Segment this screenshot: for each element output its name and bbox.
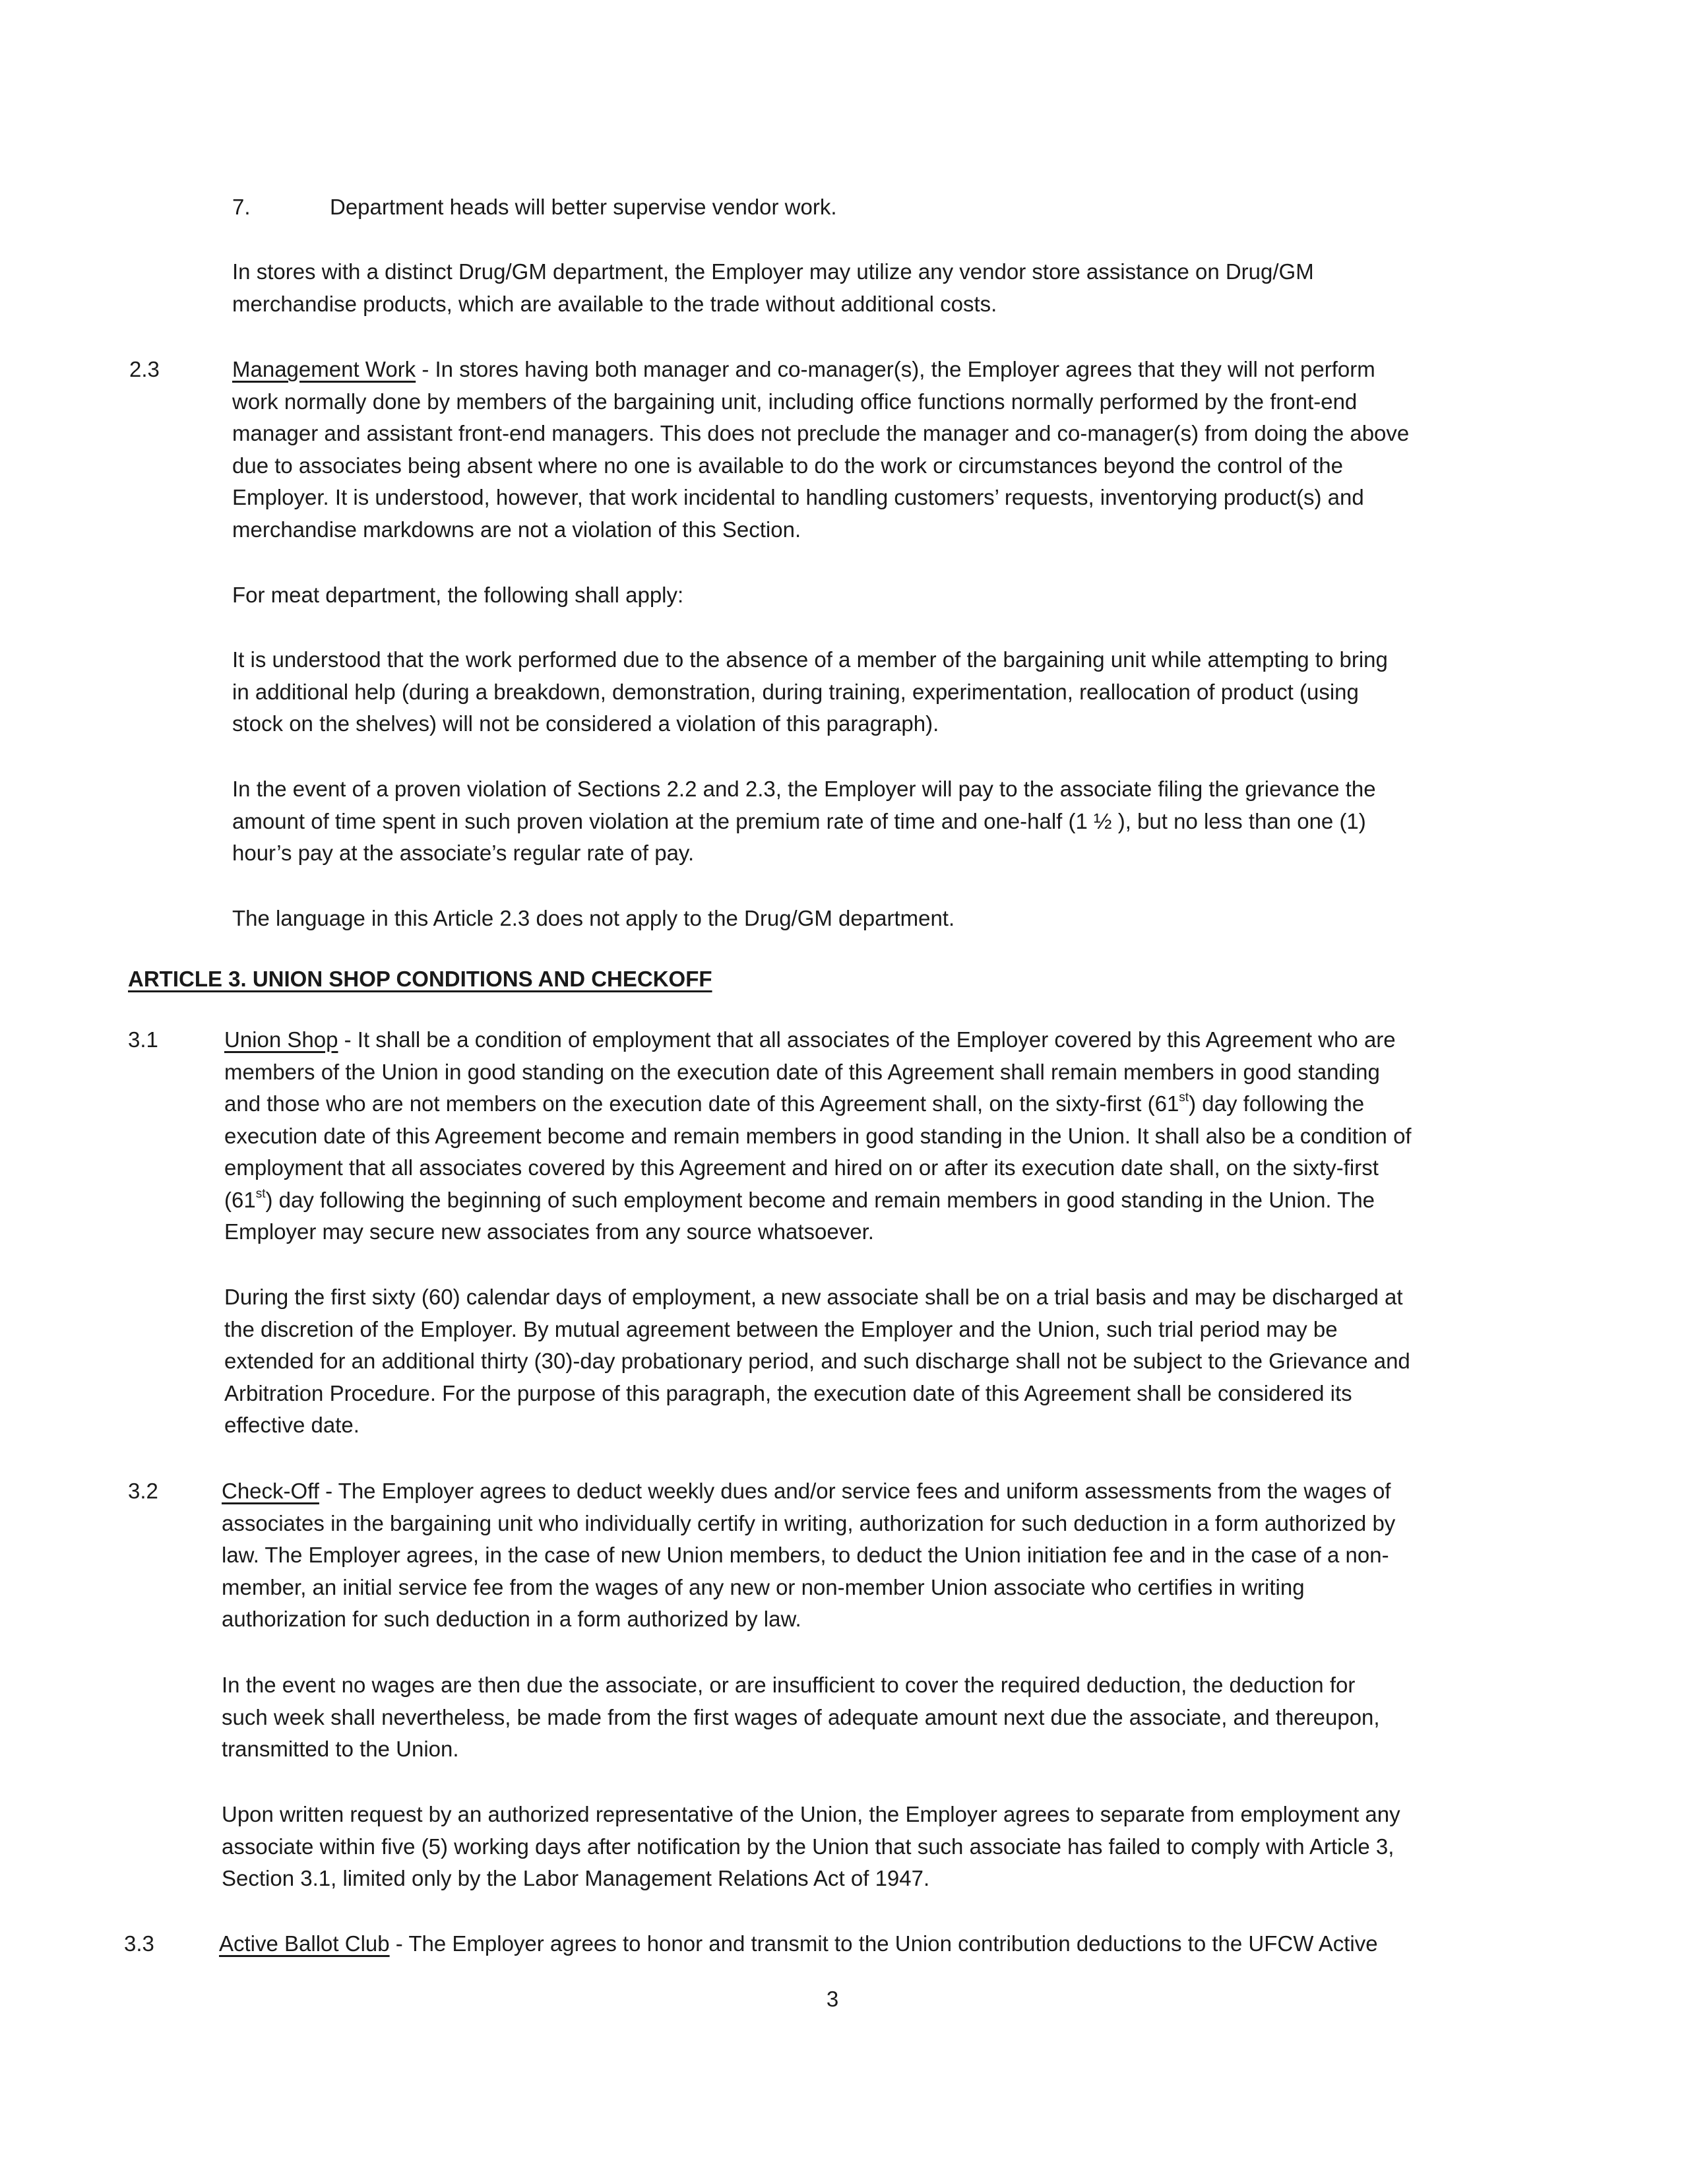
- paragraph-line: Upon written request by an authorized representative of the Union, the Employer agrees to separate from employment any: [222, 1802, 1400, 1826]
- paragraph-line: associate within five (5) working days after notification by the Union that such associate has failed to comply with Article 3,: [222, 1834, 1394, 1859]
- paragraph-line: In stores with a distinct Drug/GM department, the Employer may utilize any vendor store assistance on Drug/GM: [232, 259, 1314, 284]
- paragraph-line: Employer. It is understood, however, that work incidental to handling customers’ requests, inventorying product(s) and: [232, 485, 1364, 509]
- item-number: 7.: [232, 195, 251, 219]
- section-3-1-body: [224, 1024, 1412, 1248]
- paragraph-line: manager and assistant front-end managers. This does not preclude the manager and co-manager(s) from doing the above: [232, 421, 1410, 445]
- section-number: 2.3: [129, 357, 160, 381]
- paragraph-line: work normally done by members of the bargaining unit, including office functions normally performed by the front-end: [232, 389, 1358, 414]
- section-3-3-body: [219, 1928, 1378, 1960]
- item-text: Department heads will better supervise vendor work.: [330, 195, 837, 219]
- section-title: Union Shop: [224, 1027, 338, 1052]
- paragraph-meat: [232, 644, 1388, 740]
- paragraph-line: in additional help (during a breakdown, demonstration, during training, experimentation, reallocation of product (using: [232, 679, 1359, 704]
- paragraph-not-apply: The language in this Article 2.3 does not apply to the Drug/GM department.: [232, 906, 955, 930]
- paragraph-line: and those who are not members on the execution date of this Agreement shall, on the sixty-first (61st) day following the: [224, 1091, 1365, 1116]
- section-text: - In stores having both manager and co-manager(s), the Employer agrees that they will not perform: [416, 357, 1375, 381]
- section-number: 3.1: [128, 1027, 158, 1052]
- paragraph-meat-intro: For meat department, the following shall apply:: [232, 583, 684, 607]
- section-number: 3.2: [128, 1479, 158, 1503]
- paragraph-line: Section 3.1, limited only by the Labor Management Relations Act of 1947.: [222, 1866, 930, 1890]
- page-number: 3: [826, 1987, 839, 2011]
- paragraph-line: merchandise products, which are available to the trade without additional costs.: [232, 291, 997, 316]
- section-title: Check-Off: [222, 1479, 319, 1503]
- paragraph-line: Arbitration Procedure. For the purpose of this paragraph, the execution date of this Agreement shall be considered its: [224, 1380, 1352, 1405]
- section-title: Active Ballot Club: [219, 1931, 390, 1956]
- paragraph-line: In the event of a proven violation of Sections 2.2 and 2.3, the Employer will pay to the associate filing the grievance the: [232, 777, 1376, 801]
- paragraph-line: It is understood that the work performed due to the absence of a member of the bargaining unit while attempting to bring: [232, 647, 1388, 672]
- paragraph-line: transmitted to the Union.: [222, 1737, 459, 1761]
- section-title: Management Work: [232, 357, 416, 381]
- paragraph-line: stock on the shelves) will not be considered a violation of this paragraph).: [232, 711, 939, 736]
- paragraph-line: due to associates being absent where no one is available to do the work or circumstances beyond the control of the: [232, 453, 1344, 478]
- paragraph-line: member, an initial service fee from the wages of any new or non-member Union associate who certifies in writing: [222, 1574, 1305, 1599]
- paragraph-line: During the first sixty (60) calendar days of employment, a new associate shall be on a trial basis and may be discharged at: [224, 1285, 1403, 1309]
- paragraph-no-wages: [222, 1669, 1380, 1766]
- paragraph-line: members of the Union in good standing on the execution date of this Agreement shall remain members in good standing: [224, 1059, 1380, 1084]
- paragraph-line: the discretion of the Employer. By mutual agreement between the Employer and the Union, such trial period may be: [224, 1316, 1338, 1341]
- superscript: st: [255, 1186, 266, 1201]
- paragraph-line: associates in the bargaining unit who individually certify in writing, authorization for such deduction in a form authorized by: [222, 1510, 1396, 1535]
- paragraph-line: merchandise markdowns are not a violation of this Section.: [232, 517, 801, 542]
- paragraph-line: extended for an additional thirty (30)-day probationary period, and such discharge shall not be subject to the Grievance and: [224, 1349, 1410, 1373]
- section-text: - The Employer agrees to honor and transmit to the Union contribution deductions to the UFCW Active: [389, 1931, 1378, 1956]
- section-text: - It shall be a condition of employment that all associates of the Employer covered by this Agreement who are: [338, 1027, 1396, 1052]
- section-2-3-body: [232, 354, 1409, 546]
- paragraph-trial: [224, 1281, 1410, 1442]
- paragraph-drug-gm: [232, 256, 1314, 320]
- section-3-2-body: [222, 1475, 1395, 1636]
- section-text: - The Employer agrees to deduct weekly dues and/or service fees and uniform assessments from the wages of: [319, 1479, 1391, 1503]
- paragraph-line: (61st) day following the beginning of such employment become and remain members in good standing in the Union. The: [224, 1186, 1375, 1212]
- paragraph-line: employment that all associates covered by this Agreement and hired on or after its execution date shall, on the sixty-first: [224, 1155, 1379, 1180]
- paragraph-separate: [222, 1799, 1400, 1895]
- paragraph-line: execution date of this Agreement become and remain members in good standing in the Union. It shall also be a condition of: [224, 1123, 1412, 1148]
- paragraph-line: authorization for such deduction in a form authorized by law.: [222, 1607, 801, 1631]
- article-heading: ARTICLE 3. UNION SHOP CONDITIONS AND CHECKOFF: [128, 967, 712, 991]
- paragraph-line: amount of time spent in such proven violation at the premium rate of time and one-half (1 ½ ), but no less than one (1): [232, 808, 1366, 833]
- superscript: st: [1179, 1091, 1189, 1105]
- paragraph-violation: [232, 773, 1376, 870]
- paragraph-line: Employer may secure new associates from any source whatsoever.: [224, 1219, 874, 1244]
- paragraph-line: such week shall nevertheless, be made from the first wages of adequate amount next due the associate, and thereupon,: [222, 1704, 1380, 1729]
- paragraph-line: In the event no wages are then due the associate, or are insufficient to cover the required deduction, the deduction for: [222, 1673, 1356, 1697]
- paragraph-line: hour’s pay at the associate’s regular rate of pay.: [232, 841, 695, 865]
- paragraph-line: effective date.: [224, 1413, 360, 1437]
- paragraph-line: law. The Employer agrees, in the case of new Union members, to deduct the Union initiation fee and in the case of a non-: [222, 1543, 1389, 1567]
- section-number: 3.3: [124, 1931, 154, 1956]
